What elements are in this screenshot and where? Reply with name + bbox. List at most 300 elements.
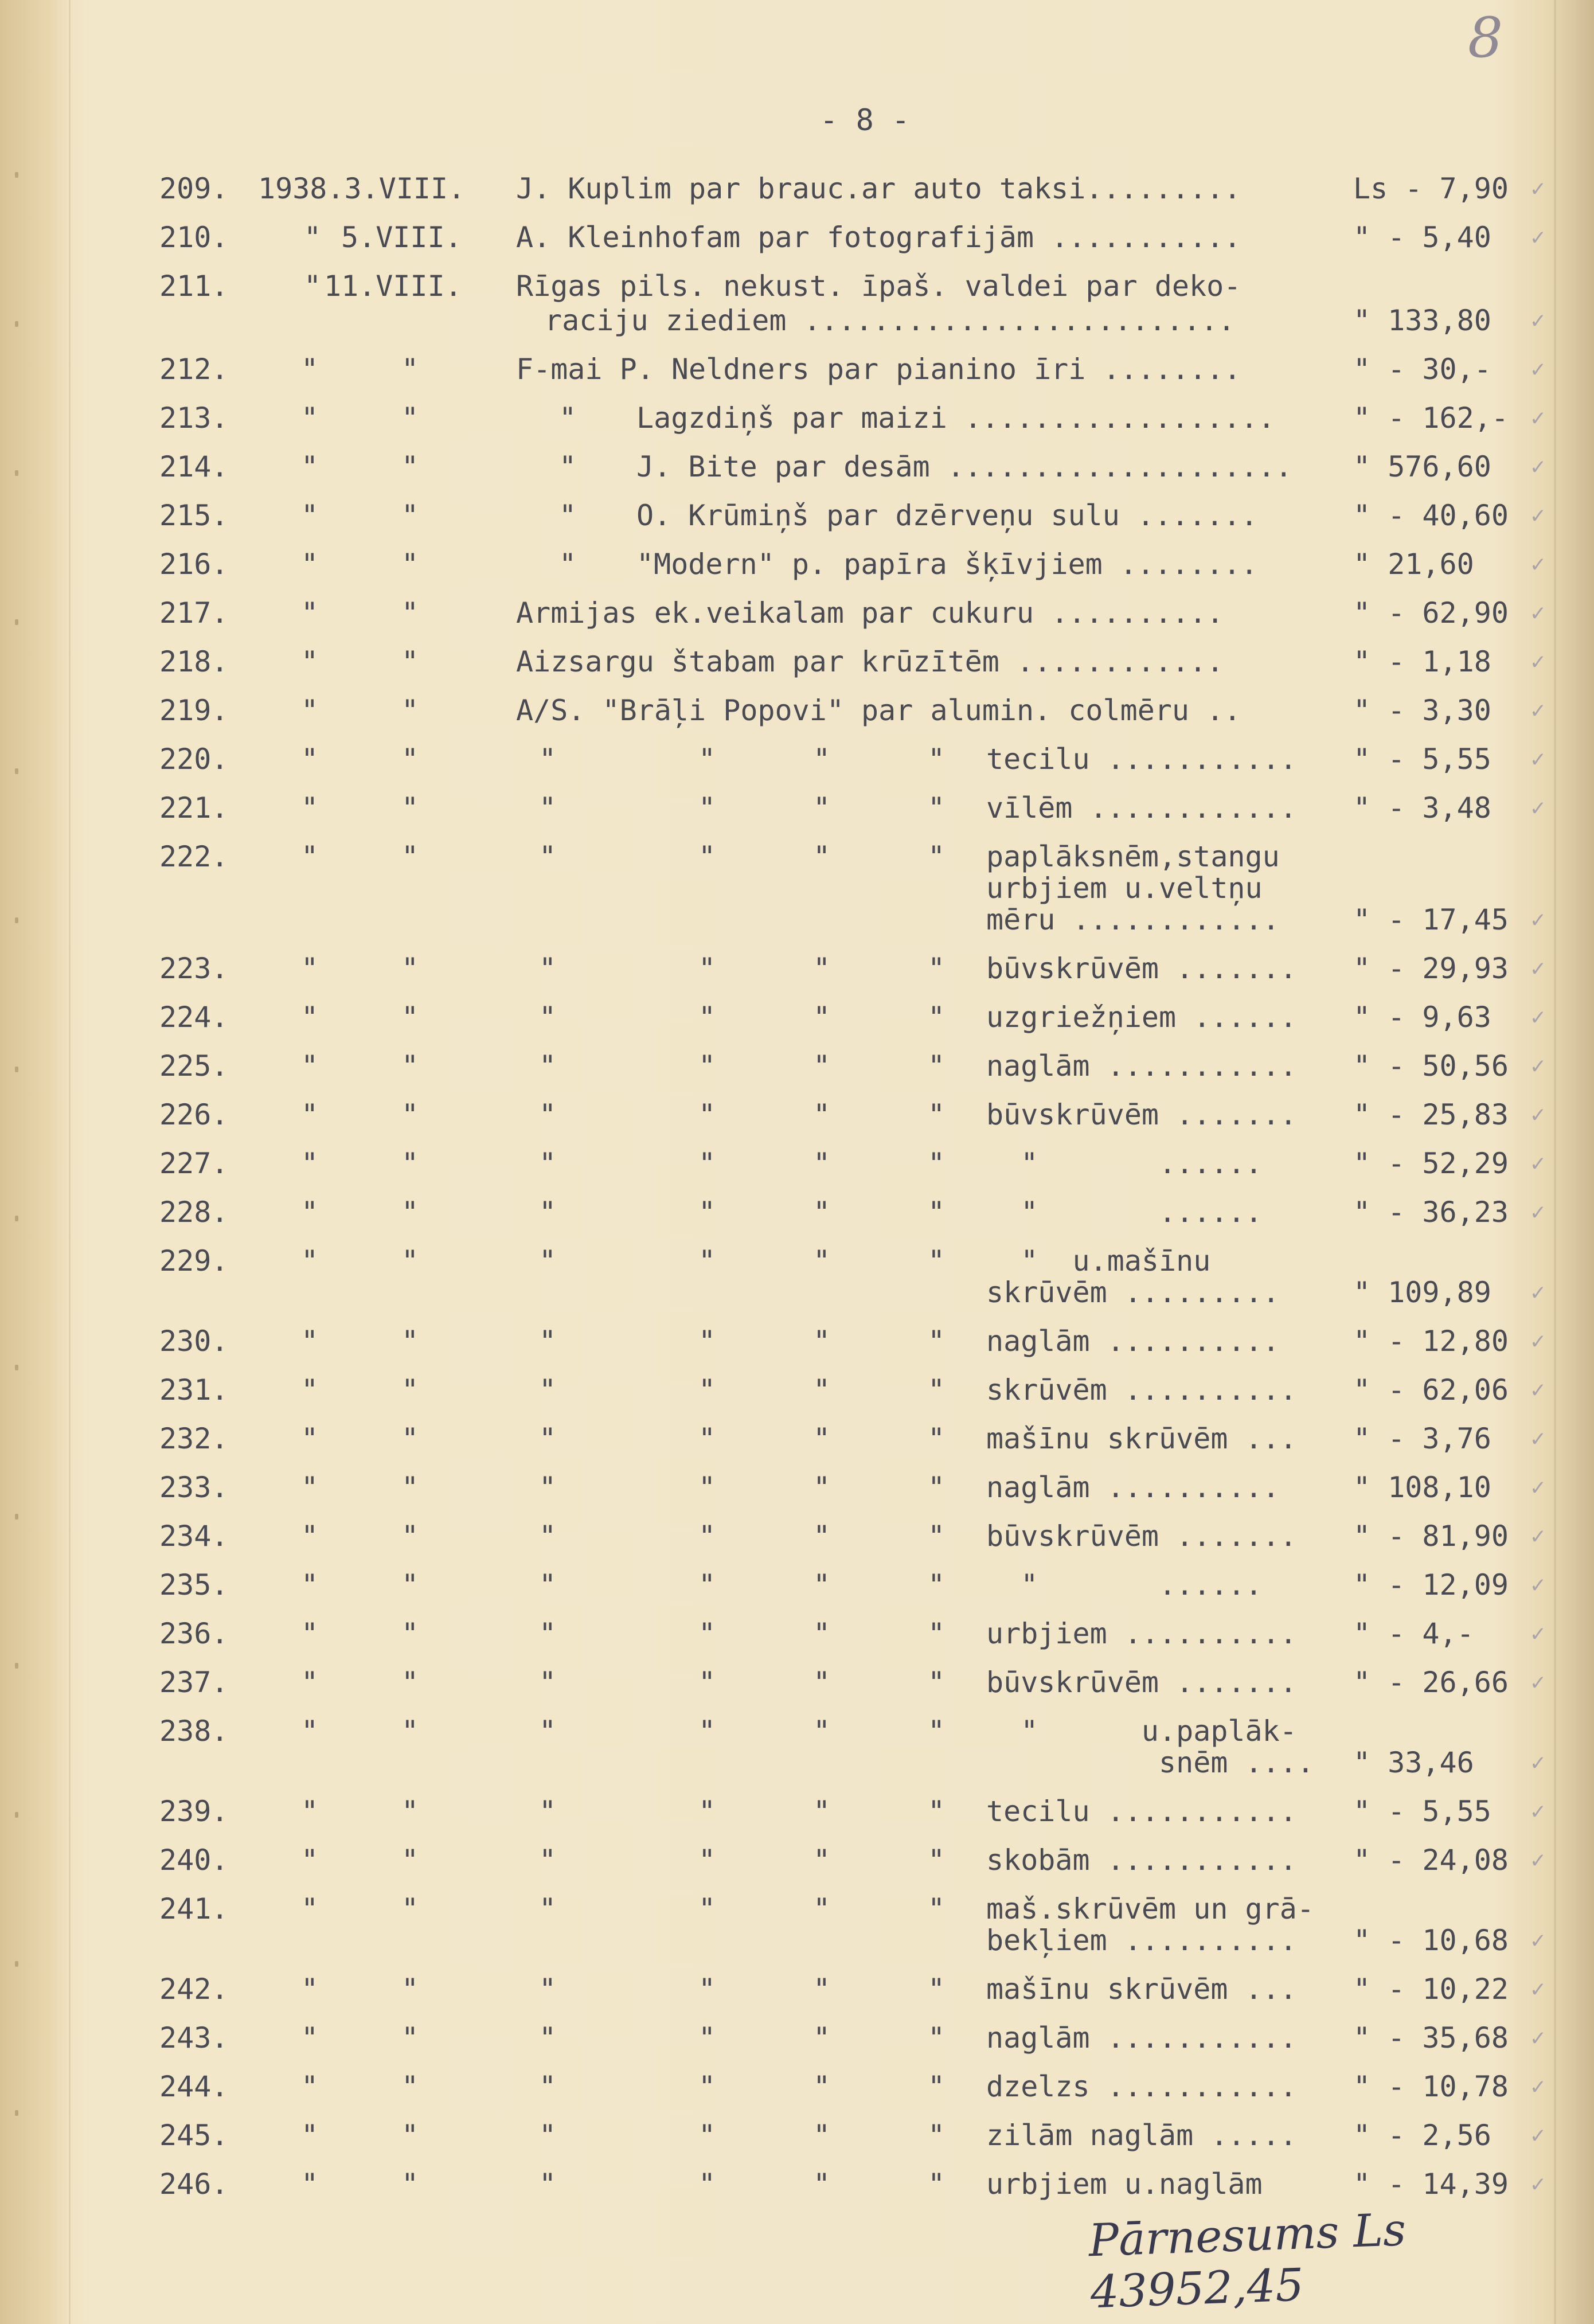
ditto-mark: " — [301, 2021, 319, 2055]
ditto-mark: " — [698, 2070, 716, 2103]
entry-item: " ...... — [986, 1196, 1263, 1229]
entry-amount: " - 162,- — [1353, 401, 1509, 435]
check-mark: ✓ — [1531, 356, 1545, 382]
entry-number: 228. — [159, 1196, 229, 1229]
entry-date: 11.VIII. — [324, 269, 462, 303]
ledger-row — [0, 450, 1594, 498]
entry-number: 241. — [159, 1892, 229, 1925]
ditto-mark: " — [698, 1520, 716, 1553]
ditto-mark: " — [928, 2070, 946, 2103]
entry-item: dzelzs ........... — [986, 2070, 1297, 2103]
entry-number: 244. — [159, 2070, 229, 2103]
entry-amount: " - 12,09 — [1353, 1568, 1509, 1602]
ditto-mark: " — [301, 1617, 319, 1650]
ditto-mark: " — [301, 1325, 319, 1358]
entry-item: mēru ............ — [986, 903, 1280, 936]
ditto-mark: " — [813, 840, 831, 873]
check-mark: ✓ — [1531, 649, 1545, 675]
ditto-mark: " — [698, 1471, 716, 1504]
entry-description: Lagzdiņš par maizi .................. — [636, 401, 1275, 435]
ditto-mark: " — [698, 1098, 716, 1131]
entry-number: 239. — [159, 1795, 229, 1828]
ditto-mark: " — [539, 1244, 557, 1278]
check-mark: ✓ — [1531, 2073, 1545, 2100]
ditto-mark: " — [539, 1666, 557, 1699]
entry-item: naglām ........... — [986, 1049, 1297, 1083]
entry-amount: " - 29,93 — [1353, 952, 1509, 985]
check-mark: ✓ — [1531, 1976, 1545, 2002]
entry-number: 221. — [159, 791, 229, 825]
entry-amount: " - 26,66 — [1353, 1666, 1509, 1699]
ditto-mark: " — [928, 2167, 946, 2201]
binding-stitch — [15, 619, 18, 625]
check-mark: ✓ — [1531, 1749, 1545, 1776]
entry-item: skobām ........... — [986, 1843, 1297, 1877]
ditto-mark: " — [301, 1568, 319, 1602]
check-mark: ✓ — [1531, 1199, 1545, 1225]
entry-item: urbjiem u.naglām — [986, 2167, 1263, 2201]
ditto-mark: " — [813, 1520, 831, 1553]
check-mark: ✓ — [1531, 1425, 1545, 1452]
ditto-mark: " — [401, 1196, 419, 1229]
ditto-mark: " — [401, 2167, 419, 2201]
ledger-row — [0, 1422, 1594, 1470]
entry-number: 217. — [159, 596, 229, 630]
entry-number: 220. — [159, 743, 229, 776]
ditto-mark: " — [539, 1373, 557, 1407]
ditto-mark: " — [539, 1843, 557, 1877]
ditto-mark: " — [539, 1325, 557, 1358]
ditto-mark: " — [813, 743, 831, 776]
ditto-mark: " — [539, 743, 557, 776]
binding-stitch — [15, 1961, 18, 1967]
check-mark: ✓ — [1531, 307, 1545, 334]
ledger-row — [0, 1471, 1594, 1519]
ditto-mark: " — [559, 499, 577, 532]
ditto-mark: " — [928, 1892, 946, 1925]
ditto-mark: " — [539, 1422, 557, 1455]
entry-number: 213. — [159, 401, 229, 435]
entry-number: 233. — [159, 1471, 229, 1504]
check-mark: ✓ — [1531, 1523, 1545, 1549]
entry-description: A/S. "Brāļi Popovi" par alumin. colmēru .. — [516, 694, 1241, 727]
ditto-mark: " — [698, 952, 716, 985]
ditto-mark: " — [301, 791, 319, 825]
entry-number: 214. — [159, 450, 229, 483]
entry-amount: " 33,46 — [1353, 1746, 1474, 1779]
ledger-row — [0, 694, 1594, 742]
entry-description: Rīgas pils. nekust. īpaš. valdei par deko- — [516, 269, 1241, 303]
entry-amount: " - 25,83 — [1353, 1098, 1509, 1131]
binding-stitch — [15, 2110, 18, 2116]
ledger-row — [0, 791, 1594, 839]
entry-number: 235. — [159, 1568, 229, 1602]
ditto-mark: " — [698, 1196, 716, 1229]
page-number: - 8 - — [820, 103, 910, 138]
check-mark: ✓ — [1531, 907, 1545, 933]
ditto-mark: " — [301, 1471, 319, 1504]
entry-amount: " - 12,80 — [1353, 1325, 1509, 1358]
ditto-mark: " — [698, 2119, 716, 2152]
ditto-mark: " — [813, 2070, 831, 2103]
ledger-row — [0, 645, 1594, 693]
ditto-mark: " — [698, 1714, 716, 1748]
ditto-mark: " — [301, 1714, 319, 1748]
check-mark: ✓ — [1531, 1798, 1545, 1825]
ditto-mark: " — [301, 743, 319, 776]
check-mark: ✓ — [1531, 1377, 1545, 1403]
entry-description: "Modern" p. papīra šķīvjiem ........ — [636, 548, 1258, 581]
ditto-mark: " — [539, 1892, 557, 1925]
entry-amount: " 108,10 — [1353, 1471, 1491, 1504]
check-mark: ✓ — [1531, 224, 1545, 251]
ditto-mark: " — [928, 1373, 946, 1407]
ditto-mark: " — [539, 1795, 557, 1828]
entry-item: skrūvēm ......... — [986, 1276, 1280, 1309]
entry-amount: " - 10,78 — [1353, 2070, 1509, 2103]
ditto-mark: " — [813, 1325, 831, 1358]
entry-amount: " - 3,48 — [1353, 791, 1491, 825]
entry-number: 232. — [159, 1422, 229, 1455]
ditto-mark: " — [401, 1373, 419, 1407]
ditto-mark: " — [698, 2167, 716, 2201]
check-mark: ✓ — [1531, 454, 1545, 480]
ditto-mark: " — [928, 1001, 946, 1034]
entry-item: vīlēm ............ — [986, 791, 1297, 825]
entry-amount: " - 1,18 — [1353, 645, 1491, 678]
ditto-mark: " — [301, 1666, 319, 1699]
ditto-mark: " — [301, 548, 319, 581]
entry-number: 216. — [159, 548, 229, 581]
check-mark: ✓ — [1531, 955, 1545, 982]
entry-item: " u.paplāk- — [986, 1714, 1297, 1748]
entry-amount: " - 24,08 — [1353, 1843, 1509, 1877]
ditto-mark: " — [928, 1714, 946, 1748]
check-mark: ✓ — [1531, 551, 1545, 577]
ditto-mark: " — [539, 1714, 557, 1748]
entry-amount: " - 40,60 — [1353, 499, 1509, 532]
entry-amount: " - 10,68 — [1353, 1924, 1509, 1957]
entry-number: 210. — [159, 221, 229, 254]
ditto-mark: " — [928, 1244, 946, 1278]
ditto-mark: " — [698, 1049, 716, 1083]
ditto-mark: " — [301, 1520, 319, 1553]
ledger-row — [0, 1973, 1594, 2021]
entry-date: 1938.3.VIII. — [258, 172, 466, 205]
entry-number: 229. — [159, 1244, 229, 1278]
check-mark: ✓ — [1531, 1847, 1545, 1873]
ditto-mark: " — [559, 401, 577, 435]
ditto-mark: " — [559, 450, 577, 483]
ditto-mark: " — [401, 596, 419, 630]
ditto-mark: " — [401, 1795, 419, 1828]
entry-item: " ...... — [986, 1568, 1263, 1602]
carry-forward-note: Pārnesums Ls 43952,45 — [1088, 2204, 1407, 2319]
ditto-mark: " — [698, 1892, 716, 1925]
entry-number: 215. — [159, 499, 229, 532]
binding-stitch — [15, 917, 18, 923]
ditto-mark: " — [813, 1471, 831, 1504]
entry-amount: " - 52,29 — [1353, 1147, 1509, 1180]
ditto-mark: " — [928, 1666, 946, 1699]
ditto-mark: " — [301, 645, 319, 678]
binding-stitch — [15, 1514, 18, 1520]
ditto-mark: " — [928, 1520, 946, 1553]
entry-number: 238. — [159, 1714, 229, 1748]
ditto-mark: " — [928, 2119, 946, 2152]
ditto-mark: " — [539, 1471, 557, 1504]
entry-description: O. Krūmiņš par dzērveņu sulu ....... — [636, 499, 1258, 532]
ditto-mark: " — [539, 1001, 557, 1034]
entry-number: 243. — [159, 2021, 229, 2055]
entry-item: mašīnu skrūvēm ... — [986, 1422, 1297, 1455]
ditto-mark: " — [304, 269, 322, 303]
entry-amount: " - 62,90 — [1353, 596, 1509, 630]
check-mark: ✓ — [1531, 1669, 1545, 1696]
ditto-mark: " — [698, 1617, 716, 1650]
entry-number: 236. — [159, 1617, 229, 1650]
ledger-row — [0, 499, 1594, 547]
binding-stitch — [15, 1365, 18, 1370]
ditto-mark: " — [301, 1049, 319, 1083]
ditto-mark: " — [698, 1843, 716, 1877]
ditto-mark: " — [698, 2021, 716, 2055]
ditto-mark: " — [813, 1049, 831, 1083]
check-mark: ✓ — [1531, 175, 1545, 202]
entry-amount: " - 3,30 — [1353, 694, 1491, 727]
entry-number: 240. — [159, 1843, 229, 1877]
ledger-row — [0, 172, 1594, 220]
ditto-mark: " — [301, 1843, 319, 1877]
entry-amount: " - 17,45 — [1353, 903, 1509, 936]
entry-item: būvskrūvēm ....... — [986, 1098, 1297, 1131]
entry-amount: " 133,80 — [1353, 304, 1491, 337]
entry-number: 242. — [159, 1973, 229, 2006]
ditto-mark: " — [813, 1617, 831, 1650]
corner-page-number: 8 — [1468, 6, 1503, 70]
ditto-mark: " — [813, 2167, 831, 2201]
entry-amount: " - 50,56 — [1353, 1049, 1509, 1083]
check-mark: ✓ — [1531, 1572, 1545, 1598]
entry-number: 245. — [159, 2119, 229, 2152]
check-mark: ✓ — [1531, 1004, 1545, 1030]
ditto-mark: " — [301, 499, 319, 532]
entry-amount: " 109,89 — [1353, 1276, 1491, 1309]
binding-stitch — [15, 1067, 18, 1072]
ledger-row — [0, 353, 1594, 401]
entry-item: būvskrūvēm ....... — [986, 1520, 1297, 1553]
entry-number: 212. — [159, 353, 229, 386]
ledger-row — [0, 1325, 1594, 1373]
entry-amount: " - 2,56 — [1353, 2119, 1491, 2152]
ditto-mark: " — [401, 1617, 419, 1650]
entry-number: 209. — [159, 172, 229, 205]
ditto-mark: " — [813, 1892, 831, 1925]
ditto-mark: " — [813, 1196, 831, 1229]
check-mark: ✓ — [1531, 502, 1545, 529]
ditto-mark: " — [698, 1422, 716, 1455]
entry-amount: " - 5,40 — [1353, 221, 1491, 254]
entry-item: maš.skrūvēm un grā- — [986, 1892, 1314, 1925]
check-mark: ✓ — [1531, 1279, 1545, 1306]
ditto-mark: " — [928, 2021, 946, 2055]
ditto-mark: " — [401, 1892, 419, 1925]
ditto-mark: " — [301, 840, 319, 873]
ditto-mark: " — [539, 2021, 557, 2055]
ledger-row — [0, 2119, 1594, 2167]
entry-item: snēm .... — [986, 1746, 1314, 1779]
entry-amount: " 21,60 — [1353, 548, 1474, 581]
ditto-mark: " — [928, 1049, 946, 1083]
ledger-row — [0, 401, 1594, 450]
ditto-mark: " — [698, 1325, 716, 1358]
ditto-mark: " — [698, 743, 716, 776]
ledger-row — [0, 2021, 1594, 2069]
ditto-mark: " — [401, 952, 419, 985]
ditto-mark: " — [401, 1520, 419, 1553]
ditto-mark: " — [813, 1422, 831, 1455]
check-mark: ✓ — [1531, 795, 1545, 821]
ditto-mark: " — [928, 1098, 946, 1131]
entry-number: 231. — [159, 1373, 229, 1407]
ditto-mark: " — [401, 2070, 419, 2103]
ditto-mark: " — [301, 1422, 319, 1455]
ditto-mark: " — [539, 1520, 557, 1553]
ditto-mark: " — [813, 1373, 831, 1407]
entry-amount: " - 14,39 — [1353, 2167, 1509, 2201]
entry-number: 237. — [159, 1666, 229, 1699]
entry-item: uzgriežņiem ...... — [986, 1001, 1297, 1034]
entry-number: 226. — [159, 1098, 229, 1131]
ditto-mark: " — [928, 1325, 946, 1358]
entry-amount: " - 81,90 — [1353, 1520, 1509, 1553]
ditto-mark: " — [559, 548, 577, 581]
ditto-mark: " — [928, 1568, 946, 1602]
ditto-mark: " — [928, 840, 946, 873]
ledger-row — [0, 1924, 1594, 1972]
ditto-mark: " — [401, 548, 419, 581]
entry-amount: " - 5,55 — [1353, 1795, 1491, 1828]
ditto-mark: " — [401, 2021, 419, 2055]
check-mark: ✓ — [1531, 1053, 1545, 1079]
ledger-row — [0, 596, 1594, 645]
ditto-mark: " — [928, 1471, 946, 1504]
ditto-mark: " — [698, 1147, 716, 1180]
ditto-mark: " — [401, 645, 419, 678]
ditto-mark: " — [401, 450, 419, 483]
binding-stitch — [15, 321, 18, 327]
check-mark: ✓ — [1531, 1620, 1545, 1647]
entry-item: tecilu ........... — [986, 1795, 1297, 1828]
ledger-row — [0, 1746, 1594, 1794]
ditto-mark: " — [698, 1373, 716, 1407]
entry-amount: " - 9,63 — [1353, 1001, 1491, 1034]
ledger-row — [0, 743, 1594, 791]
entry-amount: " 576,60 — [1353, 450, 1491, 483]
ditto-mark: " — [401, 1714, 419, 1748]
ditto-mark: " — [301, 2167, 319, 2201]
ledger-row — [0, 1843, 1594, 1892]
ledger-row — [0, 1520, 1594, 1568]
ditto-mark: " — [928, 743, 946, 776]
entry-description: Aizsargu štabam par krūzītēm ............ — [516, 645, 1224, 678]
binding-stitch — [15, 1812, 18, 1818]
ditto-mark: " — [539, 1196, 557, 1229]
entry-item: būvskrūvēm ....... — [986, 952, 1297, 985]
ditto-mark: " — [539, 952, 557, 985]
ditto-mark: " — [813, 1666, 831, 1699]
ditto-mark: " — [539, 1973, 557, 2006]
ditto-mark: " — [813, 1843, 831, 1877]
ditto-mark: " — [301, 1373, 319, 1407]
ledger-row — [0, 304, 1594, 352]
entry-amount: " - 5,55 — [1353, 743, 1491, 776]
entry-number: 224. — [159, 1001, 229, 1034]
ledger-row — [0, 952, 1594, 1000]
ditto-mark: " — [928, 1795, 946, 1828]
ditto-mark: " — [698, 791, 716, 825]
ditto-mark: " — [928, 1617, 946, 1650]
check-mark: ✓ — [1531, 1328, 1545, 1354]
entry-number: 234. — [159, 1520, 229, 1553]
entry-item: urbjiem .......... — [986, 1617, 1297, 1650]
entry-number: 218. — [159, 645, 229, 678]
entry-description: F-mai P. Neldners par pianino īri ........ — [516, 353, 1241, 386]
ledger-row — [0, 1373, 1594, 1421]
ditto-mark: " — [539, 791, 557, 825]
ditto-mark: " — [928, 952, 946, 985]
ditto-mark: " — [698, 1568, 716, 1602]
entry-amount: " - 36,23 — [1353, 1196, 1509, 1229]
entry-number: 246. — [159, 2167, 229, 2201]
ditto-mark: " — [401, 1422, 419, 1455]
ditto-mark: " — [401, 2119, 419, 2152]
entry-amount: " - 4,- — [1353, 1617, 1474, 1650]
entry-item: urbjiem u.veltņu — [986, 872, 1263, 905]
binding-stitch — [15, 1216, 18, 1221]
ditto-mark: " — [539, 1568, 557, 1602]
ditto-mark: " — [698, 840, 716, 873]
ditto-mark: " — [928, 1147, 946, 1180]
entry-number: 230. — [159, 1325, 229, 1358]
ledger-row — [0, 1049, 1594, 1097]
ditto-mark: " — [401, 1244, 419, 1278]
ditto-mark: " — [539, 2070, 557, 2103]
check-mark: ✓ — [1531, 746, 1545, 772]
ditto-mark: " — [539, 1617, 557, 1650]
ditto-mark: " — [401, 1666, 419, 1699]
binding-stitch — [15, 172, 18, 178]
ditto-mark: " — [301, 1795, 319, 1828]
check-mark: ✓ — [1531, 697, 1545, 724]
ditto-mark: " — [401, 1098, 419, 1131]
ledger-row — [0, 1276, 1594, 1324]
ditto-mark: " — [928, 791, 946, 825]
ditto-mark: " — [401, 1325, 419, 1358]
ledger-row — [0, 2070, 1594, 2118]
binding-stitch — [15, 470, 18, 476]
ditto-mark: " — [401, 694, 419, 727]
ditto-mark: " — [698, 1001, 716, 1034]
ditto-mark: " — [539, 2167, 557, 2201]
entry-item: " ...... — [986, 1147, 1263, 1180]
check-mark: ✓ — [1531, 1102, 1545, 1128]
ledger-row — [0, 1617, 1594, 1665]
entry-amount: " - 10,22 — [1353, 1973, 1509, 2006]
ditto-mark: " — [301, 401, 319, 435]
ditto-mark: " — [301, 952, 319, 985]
ditto-mark: " — [301, 1196, 319, 1229]
